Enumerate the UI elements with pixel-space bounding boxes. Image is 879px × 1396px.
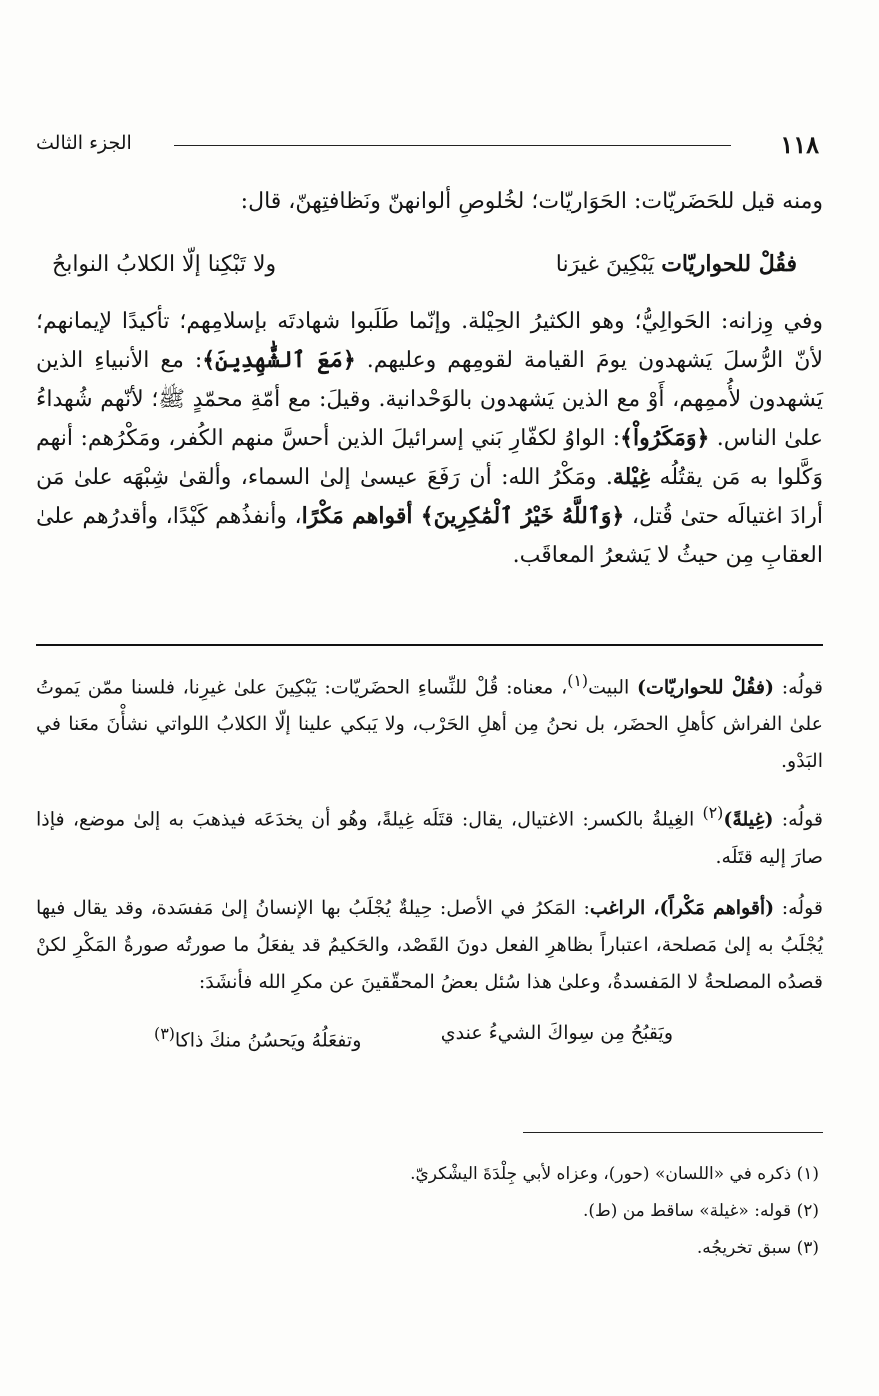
poem-verse-2 [154,1015,673,1059]
para2-part-b: : مع الأنبياءِ الذين يَشهدون لأُممِهم، أَوْ مع الذين يَشهدون بالوَحْدانية. وقيلَ: مع أمّةِ محمّدٍ ﷺ؛ لأنّهم شُهداءُ علىٰ الناس. [36,348,823,451]
header-rule [174,145,731,146]
c3-bold: (أقواهم مَكْراً)، الراغب [589,896,775,919]
footnote-ref-3: (٣) [154,1023,175,1043]
para2-part-e: ، وأنفذُهم كَيْدًا، وأقدرُهم علىٰ العقابِ مِن حيثُ لا يَشعرُ المعاقَب. [36,504,823,568]
commentary-paragraph-3 [36,890,823,1001]
verse-1-hemistich-2: ولا تَبْكِنا إلّا الكلابُ النوابحُ [52,252,277,277]
verse-2-hemistich-2: وتفعَلُهُ ويَحسُنُ منكَ ذاكا [174,1028,362,1051]
main-paragraph-2 [36,302,823,575]
quran-quote-1: ﴿مَعَ ٱلشَّٰهِدِينَ﴾ [202,347,356,373]
para2-part-c: : الواوُ لكفّارِ بَني إسرائيلَ الذين أحسَّ منهم الكُفر، ومَكْرُهم: أنهم وَكَّلوا به مَن يقتُلُه [36,426,823,490]
verse-2-hemistich-2-wrap [154,1015,361,1059]
verse-1-bold-phrase: فقُلْ للحواريّات [661,251,797,277]
verse-2-hemistich-1: ويَقبُحُ مِن سِواكَ الشيءُ عندي [440,1021,673,1044]
verse-1-hemistich-1 [556,245,797,284]
para2-part-d: . ومَكْرُ الله: أن رَفَعَ عيسىٰ إلىٰ السماء، وألقىٰ شِبْهَه علىٰ مَن أرادَ اغتيالَه حتىٰ قُتل، [36,465,823,529]
c2-bold: (غِيلةً) [723,808,774,831]
page-number: ١١٨ [780,130,819,159]
footnote-2: (٢) قوله: «غيلة» ساقط من (ط). [582,1201,819,1221]
verse-1-hemistich-1-rest: يَبْكِينَ غيرَنا [555,252,662,277]
c2-lead: قولُه: [773,808,823,831]
para2-part-a: وفي وِزانه: الحَوالِيُّ؛ وهو الكثيرُ الحِيْلة. وإنّما طَلَبوا شهادتَه بإسلامِهم؛ تأكيدًا لإيمانهم؛ لأنّ الرُّسلَ يَشهدون يومَ القيامة لقومِهم وعليهم. [36,309,823,373]
commentary-paragraph-2 [36,794,823,875]
footnotes [36,1156,819,1267]
c3-lead: قولُه: [774,896,823,919]
commentary [36,662,823,1059]
main-text [36,182,823,575]
section-divider [36,644,823,646]
quran-quote-3: ﴿وَٱللَّهُ خَيْرُ ٱلْمَٰكِرِينَ﴾ [420,503,625,529]
part-label: الجزء الثالث [36,132,132,154]
bold-term-ghila: غِيْلة [612,464,651,490]
footnote-1: (١) ذكره في «اللسان» (حور)، وعزاه لأبي جِلْدَةَ اليشْكريّ. [410,1164,819,1184]
bold-term-aqwahum: أقواهم مَكْرًا [301,503,421,529]
c1-text: البيت [588,676,638,699]
footnote-3: (٣) سبق تخريجُه. [696,1238,819,1258]
page-header [36,130,819,164]
c1-bold: (فقُلْ للحواريّات) [637,676,774,699]
footnote-ref-1: (١) [567,671,589,690]
c1-lead: قولُه: [773,676,823,699]
c3-rest: : المَكرُ في الأصل: حِيلةٌ يُجْلَبُ بها الإنسانُ إلىٰ مَفسَدة، وقد يقال فيها يُجْلَبُ به إلىٰ مَصلحة، اعتباراً بظاهرِ الفعل دونَ القَصْد، والحَكيمُ قد يفعَلُ ما صورتُه صورةُ المَكْرِ لكنْ قصدُه المصلحةُ لا المَفسدةُ، وعلىٰ هذا سُئل بعضُ المحقّقينَ عن مكرِ الله فأنشَدَ: [36,896,823,993]
footnote-rule [523,1132,823,1133]
main-paragraph-1: ومنه قيل للحَضَريّات: الحَوَاريّات؛ لخُلوصِ ألوانهنّ ونَظافتِهنّ، قال: [240,189,823,214]
quran-quote-2: ﴿وَمَكَرُواْ﴾ [620,425,710,451]
poem-verse-1 [52,245,797,284]
footnote-ref-2: (٢) [702,803,724,823]
c1-rest: ، معناه: قُلْ للنِّساءِ الحضَريّات: يَبْكِينَ علىٰ غيرِنا، فلسنا ممّن يَموتُ علىٰ الفراش كأهلِ الحضَر، بل نحنُ مِن أهلِ الحَرْب، ولا يَبكي علينا إلّا الكلابُ اللواتي نشأْنَ معَنا في البَدْو. [36,676,823,773]
commentary-paragraph-1 [36,662,823,780]
c2-rest: الغِيلةُ بالكسر: الاغتيال، يقال: قتَلَه غِيلةً، وهُو أن يخدَعَه فيذهبَ به إلىٰ موضع، فإذا صارَ إليه قتَلَه. [36,808,823,868]
